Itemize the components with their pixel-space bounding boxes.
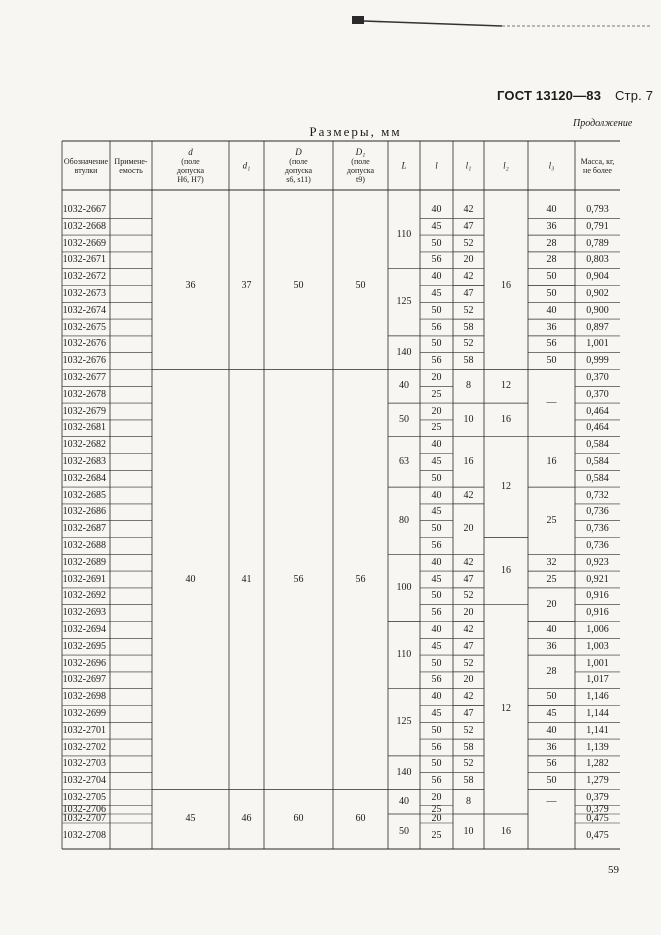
col-header-l: l <box>435 160 438 171</box>
designation-cell: 1032-2686 <box>62 506 106 518</box>
l1-cell: 58 <box>463 321 474 333</box>
designation-cell: 1032-2704 <box>62 775 106 787</box>
mass-cell: 0,793 <box>586 203 609 215</box>
l-cell: 56 <box>431 607 442 619</box>
l-cell: 45 <box>431 506 442 518</box>
designation-cell: 1032-2707 <box>62 812 106 824</box>
l1-cell: 20 <box>463 607 474 619</box>
l1-cell: 42 <box>463 556 474 568</box>
designation-cell: 1032-2691 <box>62 573 106 585</box>
l1-cell: 58 <box>463 741 474 753</box>
designation-cell: 1032-2696 <box>62 657 106 669</box>
l3-cell: 25 <box>546 573 557 585</box>
d1-cell: 46 <box>241 813 252 825</box>
L-cell: 50 <box>399 413 409 425</box>
l-cell: 40 <box>431 439 442 451</box>
mass-cell: 0,900 <box>586 304 609 316</box>
l3-cell: 50 <box>546 271 557 283</box>
l3-cell: — <box>546 397 557 409</box>
col-header-l1: l₁ <box>465 160 472 171</box>
designation-cell: 1032-2706 <box>62 803 106 815</box>
L-cell: 140 <box>396 346 412 358</box>
l-cell: 40 <box>431 203 442 215</box>
col-header-designation: Обозначение втулки <box>63 157 109 175</box>
d1-cell: 41 <box>241 573 252 585</box>
designation-cell: 1032-2667 <box>62 203 106 215</box>
designation-cell: 1032-2677 <box>62 371 106 383</box>
designation-cell: 1032-2687 <box>62 523 106 535</box>
l2-cell: 16 <box>501 565 511 577</box>
col-header-L: L <box>401 160 407 171</box>
designation-cell: 1032-2673 <box>62 287 106 299</box>
l3-cell: 16 <box>546 455 557 467</box>
l2-cell: 12 <box>501 703 511 715</box>
designation-cell: 1032-2678 <box>62 388 106 400</box>
L-cell: 110 <box>396 649 412 661</box>
l2-cell: 16 <box>501 413 511 425</box>
l-cell: 50 <box>431 237 442 249</box>
L-cell: 50 <box>399 825 409 837</box>
L-cell: 40 <box>399 795 409 807</box>
designation-cell: 1032-2682 <box>62 439 106 451</box>
mass-cell: 0,464 <box>586 422 609 434</box>
l-cell: 50 <box>431 304 442 316</box>
D1-cell: 60 <box>355 813 366 825</box>
l3-cell: 36 <box>546 741 557 753</box>
mass-cell: 0,921 <box>586 573 609 585</box>
L-cell: 125 <box>396 716 412 728</box>
D-cell: 56 <box>293 573 304 585</box>
mass-cell: 1,144 <box>586 707 609 719</box>
l-cell: 45 <box>431 573 442 585</box>
l2-cell: 12 <box>501 380 511 392</box>
l1-cell: 42 <box>463 271 474 283</box>
l-cell: 40 <box>431 271 442 283</box>
l1-cell: 58 <box>463 355 474 367</box>
mass-cell: 0,464 <box>586 405 609 417</box>
l1-cell: 16 <box>463 455 474 467</box>
mass-cell: 0,732 <box>586 489 609 501</box>
designation-cell: 1032-2684 <box>62 472 106 484</box>
L-cell: 80 <box>399 514 409 526</box>
designation-cell: 1032-2695 <box>62 640 106 652</box>
l-cell: 50 <box>431 724 442 736</box>
l1-cell: 20 <box>463 674 474 686</box>
mass-cell: 0,370 <box>586 388 609 400</box>
l3-cell: 28 <box>546 237 557 249</box>
designation-cell: 1032-2679 <box>62 405 106 417</box>
designation-cell: 1032-2676 <box>62 355 106 367</box>
d-cell: 36 <box>185 279 196 291</box>
page-number: 59 <box>608 864 619 876</box>
standard-code: ГОСТ 13120—83 <box>497 88 602 103</box>
col-header-l2: l₂ <box>503 160 509 171</box>
l-cell: 20 <box>431 371 442 383</box>
l-cell: 56 <box>431 321 442 333</box>
designation-cell: 1032-2703 <box>62 758 106 770</box>
designation-cell: 1032-2708 <box>62 830 106 841</box>
l-cell: 50 <box>431 338 442 350</box>
l-cell: 20 <box>431 791 442 803</box>
l1-cell: 52 <box>463 304 474 316</box>
l-cell: 40 <box>431 556 442 568</box>
l-cell: 25 <box>431 388 442 400</box>
D1-cell: 56 <box>355 573 366 585</box>
l-cell: 45 <box>431 640 442 652</box>
l2-cell: 16 <box>501 279 511 291</box>
designation-cell: 1032-2671 <box>62 254 106 266</box>
designation-cell: 1032-2697 <box>62 674 106 686</box>
l1-cell: 42 <box>463 203 474 215</box>
col-header-d1: d₁ <box>242 160 251 171</box>
l1-cell: 8 <box>466 795 471 807</box>
designation-cell: 1032-2672 <box>62 271 106 283</box>
l1-cell: 42 <box>463 623 474 635</box>
mass-cell: 0,370 <box>586 371 609 383</box>
l3-cell: 50 <box>546 355 557 367</box>
designation-cell: 1032-2693 <box>62 607 106 619</box>
mass-cell: 1,001 <box>586 657 609 669</box>
col-header-D1: D₁ (поле допуска t9) <box>346 147 375 184</box>
mass-cell: 1,141 <box>586 724 609 736</box>
l3-cell: 40 <box>546 304 557 316</box>
l1-cell: 52 <box>463 724 474 736</box>
l1-cell: 42 <box>463 489 474 501</box>
l-cell: 25 <box>431 422 442 434</box>
l1-cell: 52 <box>463 237 474 249</box>
table-title: Размеры, мм <box>309 124 402 139</box>
l3-cell: 36 <box>546 640 557 652</box>
l-cell: 50 <box>431 523 442 535</box>
d-cell: 45 <box>185 813 196 825</box>
l-cell: 40 <box>431 623 442 635</box>
designation-cell: 1032-2701 <box>62 724 106 736</box>
designation-cell: 1032-2702 <box>62 741 106 753</box>
l1-cell: 47 <box>463 220 474 232</box>
l-cell: 56 <box>431 775 442 787</box>
col-header-mass: Масса, кг, не более <box>580 157 615 175</box>
l1-cell: 47 <box>463 287 474 299</box>
designation-cell: 1032-2683 <box>62 455 106 467</box>
l3-cell: 40 <box>546 724 557 736</box>
L-cell: 140 <box>396 766 412 778</box>
mass-cell: 0,379 <box>586 803 609 815</box>
mass-cell: 0,584 <box>586 455 609 467</box>
l-cell: 50 <box>431 657 442 669</box>
mass-cell: 0,475 <box>586 830 609 841</box>
l1-cell: 20 <box>463 523 474 535</box>
designation-cell: 1032-2675 <box>62 321 106 333</box>
mass-cell: 1,139 <box>586 741 609 753</box>
l-cell: 56 <box>431 741 442 753</box>
designation-cell: 1032-2674 <box>62 304 106 316</box>
designation-cell: 1032-2698 <box>62 691 106 703</box>
l-cell: 45 <box>431 220 442 232</box>
l-cell: 56 <box>431 355 442 367</box>
l1-cell: 52 <box>463 657 474 669</box>
l-cell: 40 <box>431 489 442 501</box>
mass-cell: 1,003 <box>586 640 609 652</box>
l1-cell: 8 <box>466 380 471 392</box>
l1-cell: 47 <box>463 707 474 719</box>
l-cell: 25 <box>431 803 442 815</box>
l3-cell: 40 <box>546 623 557 635</box>
page-label: Стр. 7 <box>614 88 654 103</box>
mass-cell: 0,475 <box>586 812 609 824</box>
col-header-l3: l₃ <box>548 160 555 171</box>
l1-cell: 10 <box>463 413 474 425</box>
l3-cell: 50 <box>546 287 557 299</box>
l3-cell: 25 <box>546 514 557 526</box>
mass-cell: 0,736 <box>586 523 609 535</box>
mass-cell: 0,999 <box>586 355 609 367</box>
designation-cell: 1032-2676 <box>62 338 106 350</box>
l1-cell: 42 <box>463 691 474 703</box>
mass-cell: 0,789 <box>586 237 609 249</box>
l-cell: 45 <box>431 707 442 719</box>
l3-cell: 40 <box>546 203 557 215</box>
l3-cell: 36 <box>546 220 557 232</box>
l3-cell: 50 <box>546 775 557 787</box>
mass-cell: 0,379 <box>586 791 609 803</box>
designation-cell: 1032-2668 <box>62 220 106 232</box>
l-cell: 20 <box>431 405 442 417</box>
l3-cell: 32 <box>546 556 557 568</box>
l2-cell: 12 <box>501 481 511 493</box>
l-cell: 56 <box>431 539 442 551</box>
mass-cell: 1,006 <box>586 623 609 635</box>
l-cell: 25 <box>431 830 442 841</box>
l3-cell: 45 <box>546 707 557 719</box>
mass-cell: 1,001 <box>586 338 609 350</box>
designation-cell: 1032-2705 <box>62 791 106 803</box>
l1-cell: 47 <box>463 573 474 585</box>
l3-cell: 56 <box>546 338 557 350</box>
mass-cell: 1,017 <box>586 674 609 686</box>
l3-cell: 36 <box>546 321 557 333</box>
mass-cell: 0,736 <box>586 539 609 551</box>
l-cell: 45 <box>431 287 442 299</box>
designation-cell: 1032-2699 <box>62 707 106 719</box>
mass-cell: 0,584 <box>586 439 609 451</box>
mass-cell: 0,736 <box>586 506 609 518</box>
l-cell: 20 <box>431 812 442 824</box>
l-cell: 56 <box>431 674 442 686</box>
continuation-note: Продолжение <box>573 118 633 129</box>
mass-cell: 0,904 <box>586 271 609 283</box>
l3-cell: 28 <box>546 665 557 677</box>
designation-cell: 1032-2692 <box>62 590 106 602</box>
l-cell: 50 <box>431 758 442 770</box>
l3-cell: — <box>546 795 557 807</box>
col-header-applicability: Примене- емость <box>114 157 148 175</box>
l1-cell: 52 <box>463 590 474 602</box>
L-cell: 125 <box>396 296 412 308</box>
l1-cell: 58 <box>463 775 474 787</box>
l3-cell: 56 <box>546 758 557 770</box>
d1-cell: 37 <box>241 279 252 291</box>
designation-cell: 1032-2688 <box>62 539 106 551</box>
designation-cell: 1032-2669 <box>62 237 106 249</box>
l2-cell: 16 <box>501 825 511 837</box>
mass-cell: 1,146 <box>586 691 609 703</box>
D-cell: 60 <box>293 813 304 825</box>
designation-cell: 1032-2681 <box>62 422 106 434</box>
mass-cell: 0,803 <box>586 254 609 266</box>
mass-cell: 1,279 <box>586 775 609 787</box>
l-cell: 50 <box>431 472 442 484</box>
mass-cell: 0,923 <box>586 556 609 568</box>
l1-cell: 47 <box>463 640 474 652</box>
L-cell: 110 <box>396 229 412 241</box>
mass-cell: 0,897 <box>586 321 609 333</box>
L-cell: 40 <box>399 380 409 392</box>
l3-cell: 28 <box>546 254 557 266</box>
l1-cell: 10 <box>463 825 474 837</box>
l3-cell: 20 <box>546 598 557 610</box>
mass-cell: 0,916 <box>586 607 609 619</box>
col-header-D: D (поле допуска s6, s11) <box>284 147 313 184</box>
l-cell: 56 <box>431 254 442 266</box>
l-cell: 40 <box>431 691 442 703</box>
mass-cell: 0,791 <box>586 220 609 232</box>
l1-cell: 52 <box>463 338 474 350</box>
mass-cell: 0,584 <box>586 472 609 484</box>
l-cell: 50 <box>431 590 442 602</box>
designation-cell: 1032-2694 <box>62 623 106 635</box>
l-cell: 45 <box>431 455 442 467</box>
col-header-d: d (поле допуска H6, H7) <box>176 147 205 184</box>
l1-cell: 20 <box>463 254 474 266</box>
L-cell: 63 <box>399 455 409 467</box>
mass-cell: 1,282 <box>586 758 609 770</box>
l1-cell: 52 <box>463 758 474 770</box>
designation-cell: 1032-2689 <box>62 556 106 568</box>
designation-cell: 1032-2685 <box>62 489 106 501</box>
mass-cell: 0,916 <box>586 590 609 602</box>
d-cell: 40 <box>185 573 196 585</box>
L-cell: 100 <box>396 581 412 593</box>
l3-cell: 50 <box>546 691 557 703</box>
mass-cell: 0,902 <box>586 287 609 299</box>
D1-cell: 50 <box>355 279 366 291</box>
D-cell: 50 <box>293 279 304 291</box>
